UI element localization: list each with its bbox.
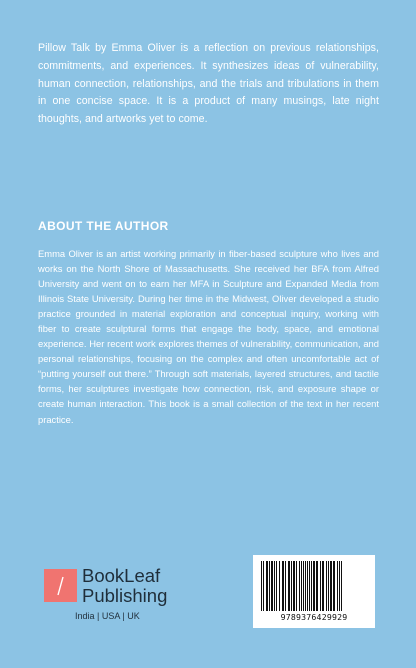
author-bio: Emma Oliver is an artist working primarily in fiber-based sculpture who lives and works on the North Shore of Massachusetts. She received her BFA from Alfred University and went on to earn her MFA in Sculpture and Expanded Media from Illinois State University. During her time in the Midwest, Oliver developed a studio practice grounded in material exploration and conceptual inquiry, working with fiber to create sculptural forms that engage the body, space, and emotional experience. Her recent work explores themes of vulnerability, communication, and personal relationships, focusing on the complex and often uncomfortable act of “putting yourself out there.” Through soft materials, layered structures, and tactile forms, her sculptures investigate how connection, risk, and exposure shape or create human interaction. This book is a small collection of the text in her recent practice.: [38, 248, 379, 425]
barcode-bar: [266, 561, 268, 611]
barcode-bar: [309, 561, 310, 611]
barcode-bar: [296, 561, 297, 611]
barcode-bar: [313, 561, 315, 611]
barcode-bar: [330, 561, 332, 611]
barcode-bar: [333, 561, 335, 611]
publisher-regions: India | USA | UK: [75, 611, 140, 621]
barcode-bar: [326, 561, 327, 611]
barcode-bar: [279, 561, 280, 611]
barcode-bar: [337, 561, 338, 611]
barcode-bars: [259, 561, 369, 611]
book-blurb: Pillow Talk by Emma Oliver is a reflection on previous relationships, commitments, and experiences. It synthesizes ideas of vulnerability, human connection, relationships, and the trials and tribulations in them in one concise space. It is a product of many musings, late night thoughts, and artworks yet to come.: [38, 42, 379, 126]
publisher-slash-icon: [44, 569, 77, 602]
barcode-bar: [261, 561, 262, 611]
publisher-logo: [44, 566, 204, 626]
barcode-bar: [341, 561, 342, 611]
about-author-heading: ABOUT THE AUTHOR: [38, 219, 169, 233]
publisher-name-line1: BookLeaf: [82, 565, 161, 586]
barcode-bar: [271, 561, 273, 611]
isbn-number: 9789376429929: [280, 612, 348, 622]
barcode-bar: [339, 561, 340, 611]
barcode-bar: [320, 561, 321, 611]
isbn-barcode: [253, 555, 375, 628]
publisher-name-line2: Publishing: [82, 585, 168, 606]
barcode-bar: [299, 561, 300, 611]
barcode-bar: [293, 561, 295, 611]
barcode-bar: [316, 561, 318, 611]
barcode-bar: [322, 561, 324, 611]
barcode-bar: [288, 561, 290, 611]
barcode-bar: [328, 561, 329, 611]
barcode-bar: [305, 561, 306, 611]
barcode-bar: [282, 561, 284, 611]
barcode-bar: [303, 561, 304, 611]
barcode-bar: [269, 561, 270, 611]
barcode-bar: [311, 561, 312, 611]
barcode-bar: [276, 561, 277, 611]
barcode-bar: [263, 561, 264, 611]
barcode-bar: [301, 561, 302, 611]
barcode-bar: [285, 561, 286, 611]
barcode-bar: [274, 561, 275, 611]
barcode-bar: [291, 561, 292, 611]
barcode-bar: [307, 561, 308, 611]
